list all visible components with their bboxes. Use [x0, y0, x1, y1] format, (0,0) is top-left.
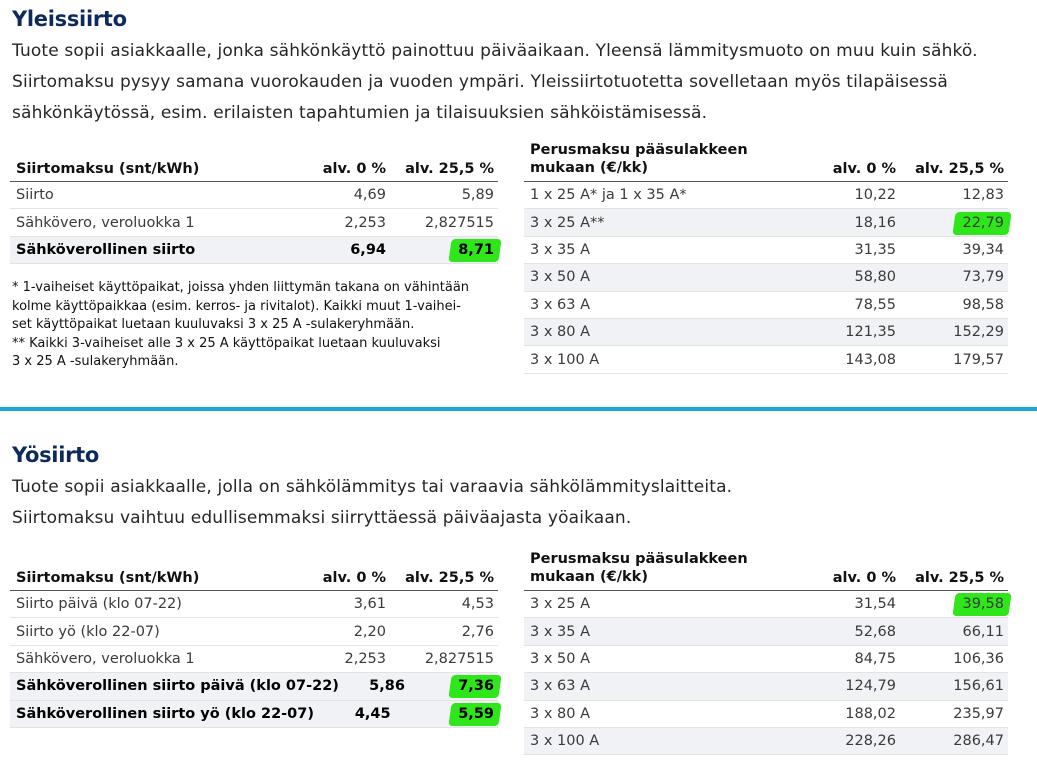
row-value-alv0: 188,02 [845, 705, 896, 722]
description-line: Siirtomaksu pysyy samana vuorokauden ja vuoden ympäri. Yleissiirtotuotetta sovelletaan myös tilapäisessä [12, 72, 948, 92]
row-value-alv255: 2,76 [461, 623, 494, 640]
header-label-line: Perusmaksu pääsulakkeen [530, 142, 748, 158]
perusmaksu-table-yosiirto [524, 550, 1008, 755]
row-label: Sähköverollinen siirto yö (klo 22-07) [16, 705, 314, 722]
table-row [524, 728, 1008, 755]
row-value-alv255: 12,83 [962, 187, 1004, 204]
row-label: 3 x 63 A [530, 296, 591, 313]
table-row [524, 264, 1008, 291]
row-value-alv0: 5,86 [369, 678, 405, 695]
section-title-yleissiirto: Yleissiirto [12, 7, 127, 31]
highlighted-value: 8,71 [458, 241, 494, 258]
row-value-alv255: 5,89 [461, 187, 494, 204]
row-label: 3 x 50 A [530, 650, 591, 667]
table-header [524, 550, 1008, 591]
row-value-alv255: 66,11 [962, 623, 1004, 640]
footnote-line: kolme käyttöpaikkaa (esim. kerros- ja rivitalot). Kaikki muut 1-vaihei- [12, 298, 461, 314]
footnote-line: * 1-vaiheiset käyttöpaikat, joissa yhden liittymän takana on vähintään [12, 280, 470, 295]
row-value-alv0: 84,75 [854, 650, 896, 667]
row-label: 3 x 35 A [530, 241, 591, 258]
header-label: Siirtomaksu (snt/kWh) [16, 570, 200, 586]
table-row [10, 209, 498, 236]
section-title-yosiirto: Yösiirto [12, 443, 100, 467]
row-label: Siirto yö (klo 22-07) [16, 623, 160, 640]
header-label-line: mukaan (€/kk) [530, 569, 648, 585]
row-label: 3 x 100 A [530, 351, 600, 368]
row-value-alv0: 31,35 [854, 241, 896, 258]
highlighted-value: 7,36 [458, 678, 494, 695]
row-label: Sähkövero, veroluokka 1 [16, 214, 195, 231]
row-value-alv0: 58,80 [854, 269, 896, 286]
row-value-alv255: 98,58 [962, 296, 1004, 313]
row-value-alv255: 179,57 [953, 351, 1004, 368]
row-value-alv255: 152,29 [953, 324, 1004, 341]
header-alv255: alv. 25,5 % [405, 161, 494, 177]
row-value-alv0: 78,55 [854, 296, 896, 313]
table-row-total [10, 673, 498, 700]
row-value-alv255: 2,827515 [424, 214, 494, 231]
table-row-total [10, 237, 498, 264]
table-row-total [10, 701, 498, 728]
table-row [524, 701, 1008, 728]
siirtomaksu-table-yleissiirto [10, 156, 498, 264]
row-label: Sähkövero, veroluokka 1 [16, 650, 195, 667]
table-row [524, 292, 1008, 319]
description-line: Siirtomaksu vaihtuu edullisemmaksi siirryttäessä päiväajasta yöaikaan. [12, 508, 632, 528]
row-value-alv0: 4,69 [353, 187, 386, 204]
header-alv255: alv. 25,5 % [915, 570, 1004, 586]
table-row [524, 673, 1008, 700]
row-label: 3 x 80 A [530, 705, 591, 722]
row-value-alv0: 2,20 [353, 623, 386, 640]
row-value-alv0: 2,253 [344, 650, 386, 667]
row-value-alv255: 235,97 [953, 705, 1004, 722]
header-label [524, 141, 801, 177]
table-row [524, 182, 1008, 209]
row-value-alv0: 143,08 [845, 351, 896, 368]
row-value-alv0: 228,26 [845, 733, 896, 750]
footnote-line: 3 x 25 A -sulakeryhmään. [12, 354, 179, 369]
row-label: 1 x 25 A* ja 1 x 35 A* [530, 187, 687, 204]
row-label: 3 x 35 A [530, 623, 591, 640]
header-alv255: alv. 25,5 % [405, 570, 494, 586]
header-label-line: mukaan (€/kk) [530, 160, 648, 176]
header-alv0: alv. 0 % [832, 161, 896, 177]
perusmaksu-table-yleissiirto [524, 141, 1008, 374]
row-label: Sähköverollinen siirto päivä (klo 07-22) [16, 678, 339, 695]
row-value-alv255 [386, 242, 498, 258]
section-description-yleissiirto [12, 36, 978, 129]
table-row [524, 237, 1008, 264]
table-row [524, 319, 1008, 346]
header-alv0: alv. 0 % [322, 161, 386, 177]
row-value-alv0: 4,45 [354, 705, 391, 722]
row-value-alv255: 39,34 [962, 241, 1004, 258]
highlighted-value: 22,79 [962, 214, 1004, 231]
footnote-line: ** Kaikki 3-vaiheiset alle 3 x 25 A käyttöpaikat luetaan kuuluvaksi [12, 335, 441, 351]
row-value-alv255: 4,53 [461, 596, 494, 613]
row-value-alv255: 2,827515 [424, 650, 494, 667]
row-value-alv255 [896, 215, 1008, 231]
header-label: Siirtomaksu (snt/kWh) [16, 161, 200, 177]
header-alv0: alv. 0 % [832, 570, 896, 586]
footnote-line: set käyttöpaikat luetaan kuuluvaksi 3 x 25 A -sulakeryhmään. [12, 317, 415, 332]
row-value-alv255 [391, 706, 498, 722]
row-value-alv0: 3,61 [353, 596, 386, 613]
description-line: Tuote sopii asiakkaalle, jonka sähkönkäyttö painottuu päiväaikaan. Yleensä lämmitysmuoto on muu kuin sähkö. [12, 41, 978, 61]
table-row [10, 646, 498, 673]
table-header [10, 565, 498, 591]
row-value-alv0: 6,94 [350, 241, 386, 258]
row-value-alv255 [896, 596, 1008, 612]
table-row [524, 646, 1008, 673]
row-label: 3 x 25 A [530, 596, 591, 613]
table-row [524, 346, 1008, 373]
row-label: 3 x 50 A [530, 269, 591, 286]
row-label: Sähköverollinen siirto [16, 241, 196, 258]
row-value-alv0: 31,54 [854, 596, 896, 613]
header-alv0: alv. 0 % [322, 570, 386, 586]
table-row [524, 618, 1008, 645]
section-description-yosiirto [12, 472, 732, 534]
table-header [10, 156, 498, 182]
row-value-alv0: 121,35 [845, 324, 896, 341]
header-label-line: Perusmaksu pääsulakkeen [530, 551, 748, 567]
row-value-alv255 [405, 678, 498, 694]
row-value-alv0: 52,68 [854, 623, 896, 640]
highlighted-value: 39,58 [962, 596, 1004, 613]
row-label: 3 x 63 A [530, 678, 591, 695]
siirtomaksu-table-yosiirto [10, 565, 498, 728]
highlighted-value: 5,59 [458, 705, 494, 722]
section-divider [0, 407, 1037, 411]
row-label: Siirto päivä (klo 07-22) [16, 596, 182, 613]
header-label [524, 550, 801, 586]
row-value-alv0: 18,16 [854, 214, 896, 231]
table-row [10, 591, 498, 618]
header-alv255: alv. 25,5 % [915, 161, 1004, 177]
table-row [524, 591, 1008, 618]
row-value-alv0: 10,22 [854, 187, 896, 204]
row-value-alv255: 106,36 [953, 650, 1004, 667]
row-label: 3 x 100 A [530, 733, 600, 750]
row-label: 3 x 80 A [530, 324, 591, 341]
table-header [524, 141, 1008, 182]
row-value-alv0: 124,79 [845, 678, 896, 695]
table-row [10, 182, 498, 209]
footnotes [12, 279, 502, 372]
row-value-alv0: 2,253 [344, 214, 386, 231]
row-value-alv255: 286,47 [953, 733, 1004, 750]
row-value-alv255: 156,61 [953, 678, 1004, 695]
row-value-alv255: 73,79 [962, 269, 1004, 286]
table-row [10, 618, 498, 645]
table-row [524, 209, 1008, 236]
row-label: Siirto [16, 187, 54, 204]
description-line: Tuote sopii asiakkaalle, jolla on sähkölämmitys tai varaavia sähkölämmityslaitteita. [12, 477, 733, 497]
row-label: 3 x 25 A** [530, 214, 605, 231]
description-line: sähkönkäytössä, esim. erilaisten tapahtumien ja tilaisuuksien sähköistämisessä. [12, 103, 708, 123]
